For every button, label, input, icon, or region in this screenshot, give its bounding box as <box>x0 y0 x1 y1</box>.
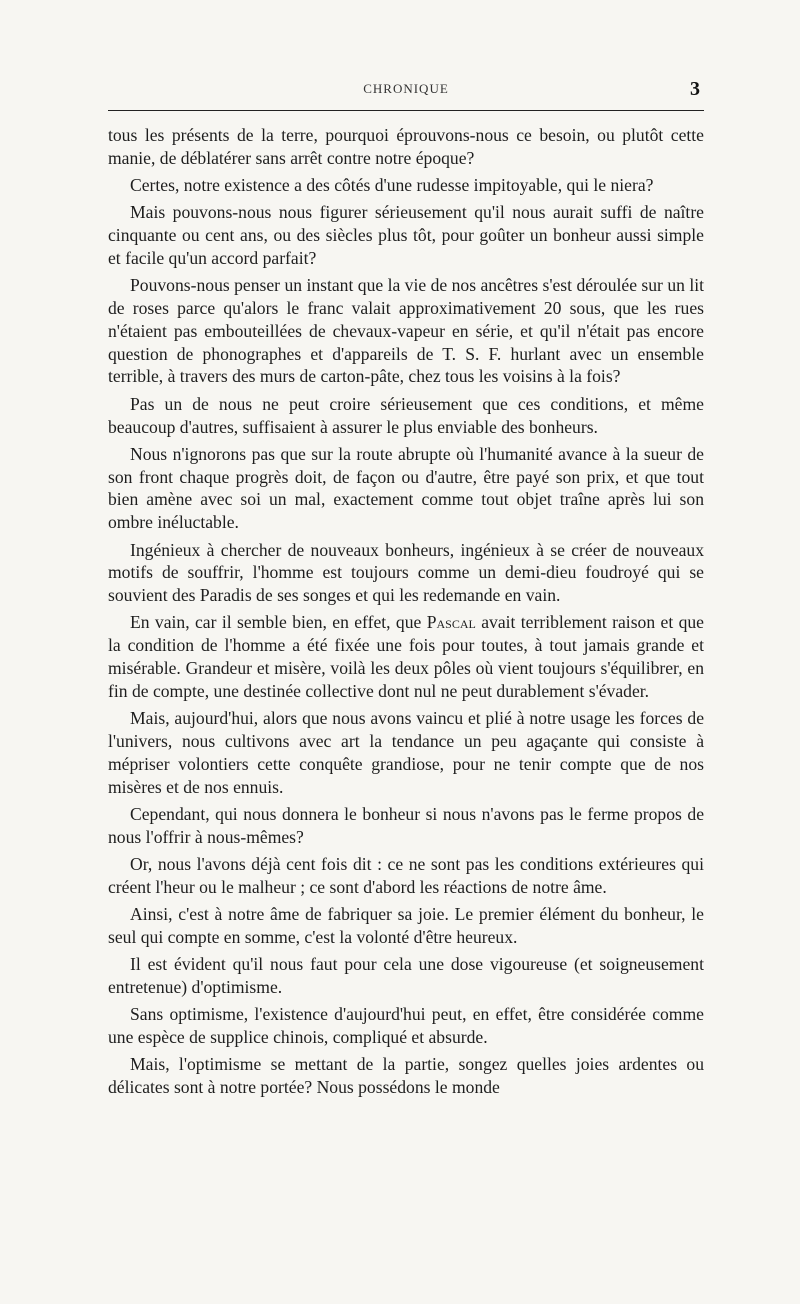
paragraph: Certes, notre existence a des côtés d'une rudesse impitoyable, qui le niera? <box>130 175 654 196</box>
paragraph: Cependant, qui nous donnera le bonheur si nous n'avons pas le ferme propos de nous l'offrir à nous-mêmes? <box>108 803 704 847</box>
paragraph-text: En vain, car il semble bien, en effet, que <box>130 612 427 633</box>
page-header <box>108 78 704 104</box>
running-title: CHRONIQUE <box>363 81 449 96</box>
paragraph <box>108 611 704 702</box>
paragraph: Sans optimisme, l'existence d'aujourd'hui peut, en effet, être considérée comme une espèce de supplice chinois, compliqué et absurde. <box>108 1004 704 1047</box>
paragraph: tous les présents de la terre, pourquoi éprouvons-nous ce besoin, ou plutôt cette manie, de déblatérer sans arrêt contre notre époque? <box>108 125 704 168</box>
header-rule <box>108 110 704 111</box>
author-name: Pascal <box>426 612 476 633</box>
book-page <box>108 0 708 1304</box>
body-text <box>108 124 704 1099</box>
paragraph-text: avait terriblement raison et que la condition de l'homme a été fixée une fois pour toutes, à tout jamais grande et misérable. Grandeur et misère, voilà les deux pôles où vient toujours s'équilibrer, en fin de compte, une destinée collective dont nul ne peut durablement s'évader. <box>108 612 704 701</box>
paragraph: Or, nous l'avons déjà cent fois dit : ce ne sont pas les conditions extérieures qui créent l'heur ou le malheur ; ce sont d'abord les réactions de notre âme. <box>108 853 704 897</box>
paragraph: Pouvons-nous penser un instant que la vie de nos ancêtres s'est déroulée sur un lit de roses parce qu'alors le franc valait approximativement 20 sous, que les rues n'étaient pas embouteillées de chevaux-vapeur en série, et qu'il n'était pas encore question de phonographes et d'appareils de T. S. F. hurlant avec un ensemble terrible, à travers des murs de carton-pâte, chez tous les voisins à la fois? <box>108 275 704 387</box>
paragraph: Mais, aujourd'hui, alors que nous avons vaincu et plié à notre usage les forces de l'univers, nous cultivons avec art la tendance un peu agaçante qui consiste à mépriser volontiers cette conquête grandiose, pour ne tenir compte que de nos misères et de nos ennuis. <box>108 708 704 797</box>
paragraph: Mais pouvons-nous nous figurer sérieusement qu'il nous aurait suffi de naître cinquante ou cent ans, ou des siècles plus tôt, pour goûter un bonheur aussi simple et facile qu'un accord parfait? <box>108 202 704 268</box>
page-number: 3 <box>690 78 700 100</box>
paragraph: Nous n'ignorons pas que sur la route abrupte où l'humanité avance à la sueur de son front chaque progrès doit, de façon ou d'autre, être payé son prix, et que tout bien amène avec soi un mal, exactement comme tout objet traîne après lui son ombre inéluctable. <box>108 443 704 533</box>
paragraph: Ingénieux à chercher de nouveaux bonheurs, ingénieux à se créer de nouveaux motifs de souffrir, l'homme est toujours comme un demi-dieu foudroyé qui se souvient des Paradis de ses songes et qui les redemande en vain. <box>108 539 704 606</box>
paragraph: Pas un de nous ne peut croire sérieusement que ces conditions, et même beaucoup d'autres, suffisaient à assurer le plus enviable des bonheurs. <box>108 393 704 437</box>
paragraph: Ainsi, c'est à notre âme de fabriquer sa joie. Le premier élément du bonheur, le seul qui compte en somme, c'est la volonté d'être heureux. <box>108 904 704 947</box>
paragraph: Mais, l'optimisme se mettant de la partie, songez quelles joies ardentes ou délicates sont à notre portée? Nous possédons le monde <box>108 1054 704 1098</box>
paragraph: Il est évident qu'il nous faut pour cela une dose vigoureuse (et soigneusement entretenue) d'optimisme. <box>108 954 704 997</box>
